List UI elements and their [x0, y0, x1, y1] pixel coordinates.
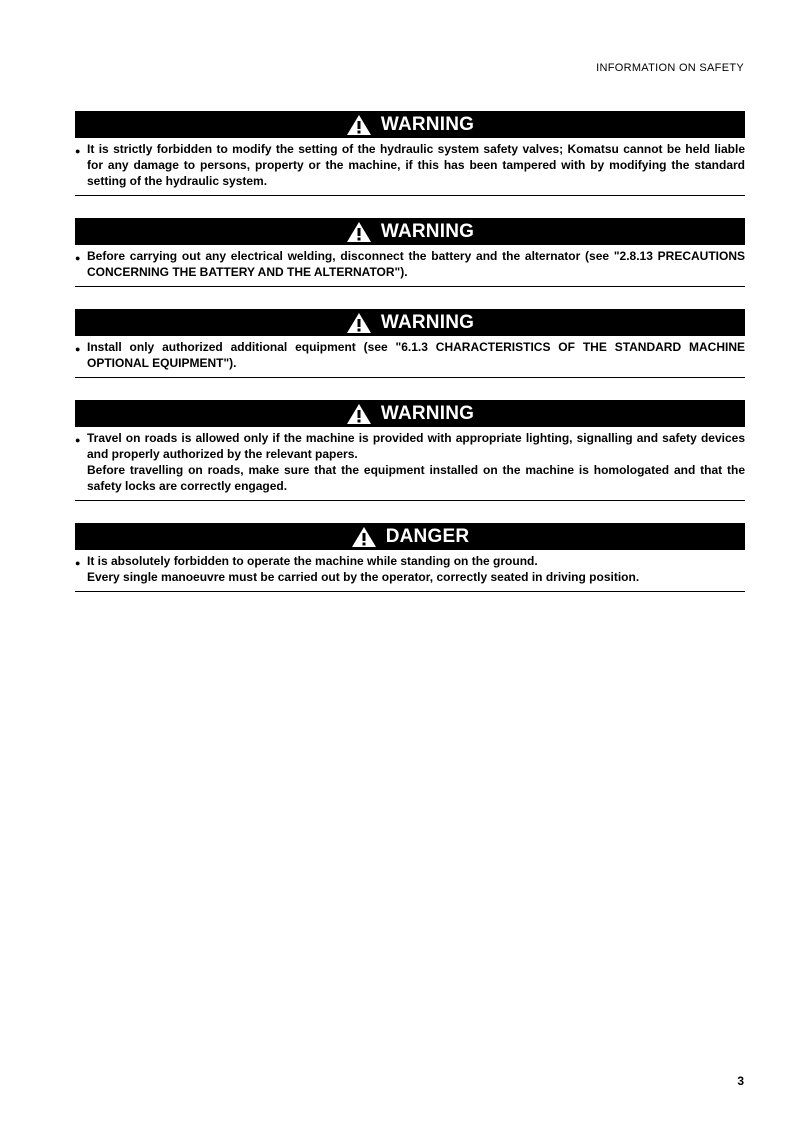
notice-paragraph: Travel on roads is allowed only if the machine is provided with appropriate lighting, signalling and safety devices and properly authorized by the relevant papers. — [87, 431, 745, 461]
page-header-title: INFORMATION ON SAFETY — [596, 62, 744, 74]
bullet-icon: ● — [75, 146, 81, 156]
notice-paragraph: Install only authorized additional equipment (see "6.1.3 CHARACTERISTICS OF THE STANDARD MACHINE OPTIONAL EQUIPMENT"). — [87, 340, 745, 370]
warning-triangle-icon — [346, 114, 372, 136]
bullet-icon: ● — [75, 253, 81, 263]
notice-header-bar — [75, 400, 745, 427]
notice-paragraph: Before travelling on roads, make sure that the equipment installed on the machine is homologated and that the safety locks are correctly engaged. — [87, 463, 745, 493]
notice-title: WARNING — [380, 312, 475, 333]
notice-body — [75, 339, 745, 371]
notice-header-bar — [75, 523, 745, 550]
notice-body — [75, 141, 745, 189]
warning-notice — [75, 111, 745, 196]
notice-body — [75, 553, 745, 585]
notice-header-bar — [75, 218, 745, 245]
notice-title: WARNING — [380, 403, 475, 424]
warning-notice — [75, 309, 745, 378]
notice-title: WARNING — [380, 221, 475, 242]
notice-paragraph: It is absolutely forbidden to operate the machine while standing on the ground. — [87, 554, 538, 568]
warning-triangle-icon — [351, 526, 377, 548]
danger-notice — [75, 523, 745, 592]
bullet-icon: ● — [75, 558, 81, 568]
notice-paragraph: It is strictly forbidden to modify the setting of the hydraulic system safety valves; Komatsu cannot be held liable for any damage to persons, property or the machine, if this has been tampered with by modifying the standard setting of the hydraulic system. — [87, 142, 745, 188]
warning-notice — [75, 400, 745, 501]
page-number: 3 — [737, 1074, 744, 1088]
bullet-icon: ● — [75, 344, 81, 354]
warning-triangle-icon — [346, 312, 372, 334]
notice-title: WARNING — [380, 114, 475, 135]
notice-paragraph: Before carrying out any electrical welding, disconnect the battery and the alternator (see "2.8.13 PRECAUTIONS CONCERNING THE BATTERY AND THE ALTERNATOR"). — [87, 249, 745, 279]
notice-header-bar — [75, 309, 745, 336]
notice-body — [75, 430, 745, 494]
notice-body — [75, 248, 745, 280]
warning-notice — [75, 218, 745, 287]
notice-title: DANGER — [385, 526, 470, 547]
warning-triangle-icon — [346, 403, 372, 425]
bullet-icon: ● — [75, 435, 81, 445]
safety-notices — [75, 111, 745, 592]
warning-triangle-icon — [346, 221, 372, 243]
notice-header-bar — [75, 111, 745, 138]
notice-paragraph: Every single manoeuvre must be carried out by the operator, correctly seated in driving position. — [87, 570, 640, 584]
